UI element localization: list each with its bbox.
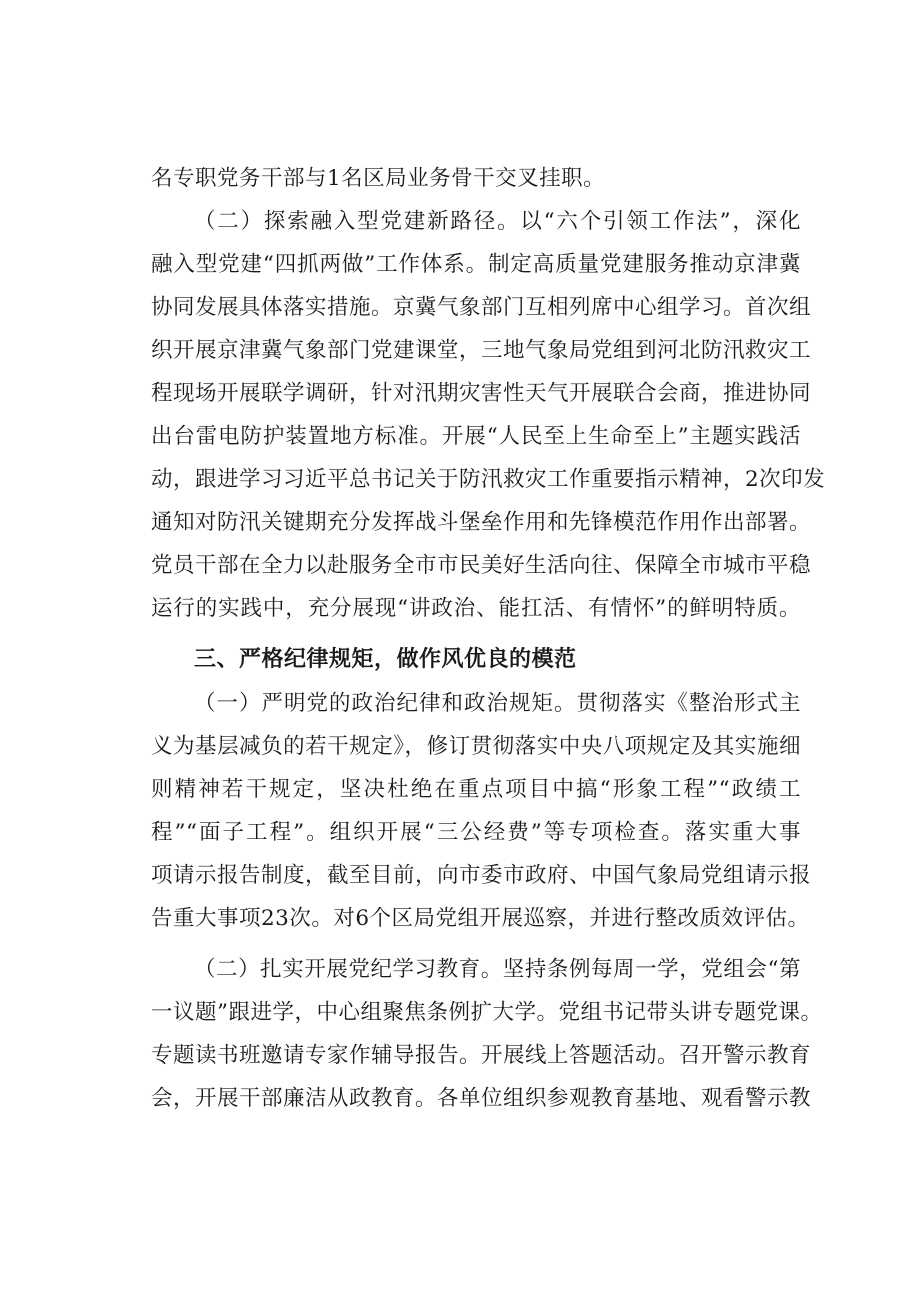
paragraph-line: 专题读书班邀请专家作辅导报告。开展线上答题活动。召开警示教育: [151, 1043, 812, 1068]
paragraph-line: 通知对防汛关键期充分发挥战斗堡垒作用和先锋模范作用作出部署。: [151, 510, 812, 535]
paragraph-line: 会，开展干部廉洁从政教育。各单位组织参观教育基地、观看警示教: [151, 1086, 812, 1111]
paragraph-line: 运行的实践中，充分展现“讲政治、能扛活、有情怀”的鲜明特质。: [151, 596, 801, 621]
paragraph-line: 织开展京津冀气象部门党建课堂，三地气象局党组到河北防汛救灾工: [151, 338, 812, 363]
paragraph-line: （二）扎实开展党纪学习教育。坚持条例每周一学，党组会“第: [194, 957, 801, 982]
paragraph-line: （二）探索融入型党建新路径。以“六个引领工作法”，深化: [194, 209, 801, 234]
paragraph-line: 名专职党务干部与1名区局业务骨干交叉挂职。: [151, 166, 606, 191]
paragraph-line: 出台雷电防护装置地方标准。开展“人民至上生命至上”主题实践活: [151, 424, 801, 449]
paragraph-line: 融入型党建“四抓两做”工作体系。制定高质量党建服务推动京津冀: [151, 252, 801, 277]
paragraph-line: 党员干部在全力以赴服务全市市民美好生活向往、保障全市城市平稳: [151, 553, 812, 578]
paragraph-line: 协同发展具体落实措施。京冀气象部门互相列席中心组学习。首次组: [151, 295, 812, 320]
paragraph-line: 项请示报告制度，截至目前，向市委市政府、中国气象局党组请示报: [151, 863, 812, 888]
paragraph-line: （一）严明党的政治纪律和政治规矩。贯彻落实《整治形式主: [194, 691, 801, 716]
paragraph-line: 动，跟进学习习近平总书记关于防汛救灾工作重要指示精神，2次印发: [151, 467, 826, 492]
paragraph-line: 义为基层减负的若干规定》，修订贯彻落实中央八项规定及其实施细: [151, 734, 801, 759]
paragraph-line: 告重大事项23次。对6个区局党组开展巡察，并进行整改质效评估。: [151, 906, 810, 931]
paragraph-line: 一议题”跟进学，中心组聚焦条例扩大学。党组书记带头讲专题党课。: [151, 1000, 823, 1025]
section-heading: 三、严格纪律规矩，做作风优良的模范: [194, 647, 577, 672]
paragraph-line: 程现场开展联学调研，针对汛期灾害性天气开展联合会商，推进协同: [151, 381, 812, 406]
paragraph-line: 程”“面子工程”。组织开展“三公经费”等专项检查。落实重大事: [151, 820, 801, 845]
paragraph-line: 则精神若干规定，坚决杜绝在重点项目中搞“形象工程”“政绩工: [151, 777, 801, 802]
